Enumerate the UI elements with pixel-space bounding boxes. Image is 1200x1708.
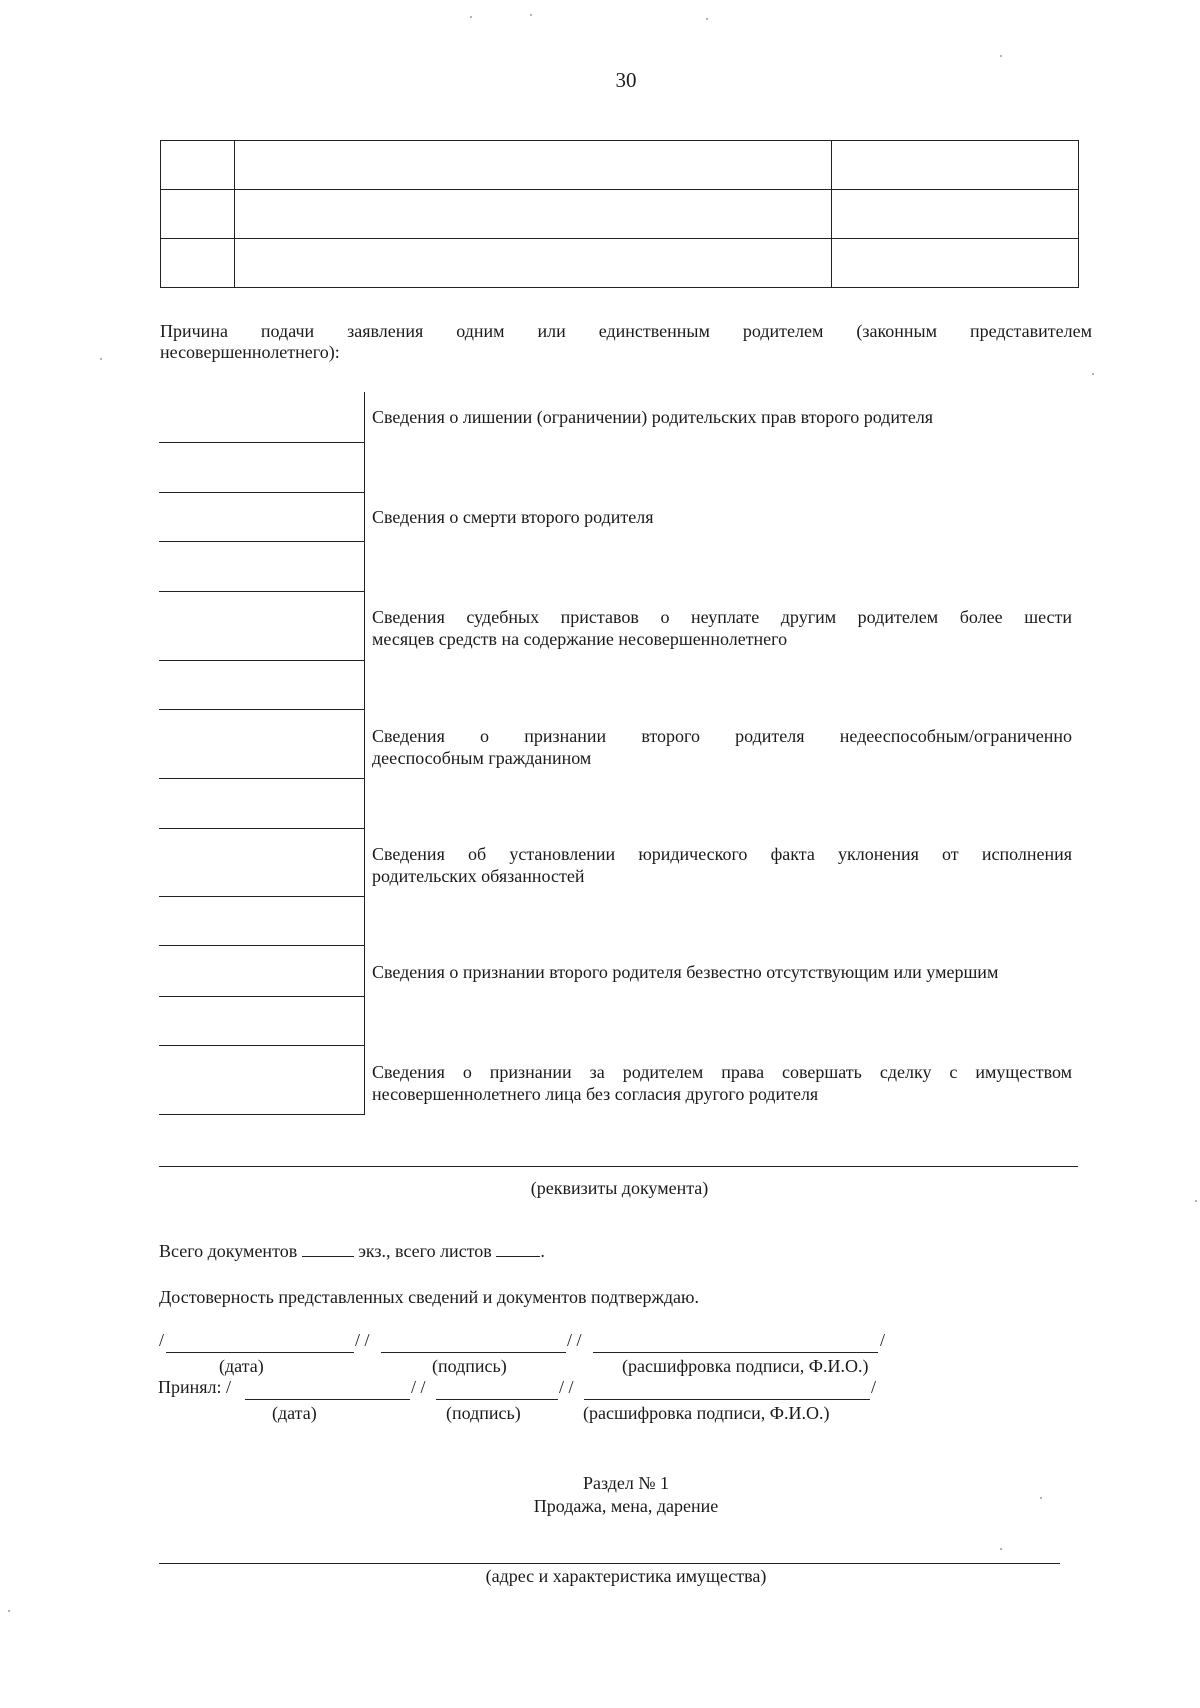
date-field[interactable] (245, 1399, 410, 1400)
property-line (159, 1563, 1060, 1564)
slash-mark: / (880, 1330, 886, 1350)
name-decode-caption: (расшифровка подписи, Ф.И.О.) (583, 1403, 830, 1423)
signature-caption: (подпись) (432, 1356, 507, 1376)
reason-item (372, 843, 1072, 887)
slash-mark: / (159, 1330, 165, 1350)
reason-item (372, 1061, 1072, 1105)
checkbox-line (159, 828, 364, 829)
checkbox-line (159, 442, 364, 443)
intro-word: родителем (742, 321, 824, 341)
checklist-divider (364, 392, 365, 1115)
checkbox-line (159, 660, 364, 661)
slash-mark: / / (355, 1330, 370, 1350)
reason-item-line: родительских обязанностей (372, 866, 585, 886)
docs-count-field[interactable] (302, 1240, 354, 1257)
requisites-line (159, 1166, 1078, 1167)
section-subtitle: Продажа, мена, дарение (533, 1496, 719, 1516)
reason-item-line: дееспособным гражданином (372, 748, 592, 768)
checkbox-line (159, 591, 364, 592)
slash-mark: / / (559, 1377, 574, 1397)
table-cell (235, 239, 832, 288)
reason-intro-line2: несовершеннолетнего): (160, 342, 340, 362)
reason-item-line: Сведения о признании за родителем права совершать сделку с имуществом (372, 1062, 1072, 1082)
date-caption: (дата) (219, 1356, 264, 1376)
page-number: 30 (615, 68, 637, 92)
slash-mark: / / (567, 1330, 582, 1350)
sheets-count-field[interactable] (496, 1240, 540, 1257)
date-caption: (дата) (272, 1403, 317, 1423)
reason-item-line: Сведения судебных приставов о неуплате другим родителем более шести (372, 607, 1072, 627)
intro-word: или (537, 321, 566, 341)
table-row (161, 141, 1079, 190)
reason-item (372, 606, 1072, 650)
date-field[interactable] (166, 1352, 354, 1353)
property-caption: (адрес и характеристика имущества) (485, 1566, 767, 1586)
table-cell (161, 141, 235, 190)
name-decode-caption: (расшифровка подписи, Ф.И.О.) (622, 1356, 869, 1376)
reason-item-line: Сведения о смерти второго родителя (372, 507, 654, 527)
slash-mark: / / (411, 1377, 426, 1397)
scan-speck (1092, 373, 1094, 375)
intro-word: Причина (160, 321, 228, 341)
intro-word: представителем (970, 321, 1092, 341)
intro-word: подачи (260, 321, 315, 341)
checkbox-line (159, 896, 364, 897)
checkbox-line (159, 945, 364, 946)
reason-item-line: месяцев средств на содержание несовершеннолетнего (372, 629, 788, 649)
reason-item (372, 406, 1072, 428)
reason-item (372, 506, 1072, 528)
confirm-text: Достоверность представленных сведений и документов подтверждаю. (159, 1287, 699, 1307)
table-row (161, 190, 1079, 239)
checkbox-line (159, 492, 364, 493)
reason-item-line: Сведения о признании второго родителя недееспособным/ограниченно (372, 726, 1072, 746)
checkbox-line (159, 1045, 364, 1046)
table-cell (832, 141, 1079, 190)
intro-word: заявления (347, 321, 424, 341)
table-cell (235, 190, 832, 239)
table-cell (235, 141, 832, 190)
checkbox-line (159, 1114, 364, 1115)
checkbox-line (159, 541, 364, 542)
intro-word: (законным (856, 321, 938, 341)
checkbox-line (159, 709, 364, 710)
signature-caption: (подпись) (446, 1403, 521, 1423)
reason-item-line: Сведения о лишении (ограничении) родительских прав второго родителя (372, 407, 934, 427)
scan-speck (1000, 55, 1002, 57)
signature-field[interactable] (436, 1399, 558, 1400)
totals-docs-label: Всего документов (159, 1241, 298, 1261)
checkbox-line (159, 778, 364, 779)
reason-item (372, 961, 1072, 983)
reason-item-line: Сведения об установлении юридического факта уклонения от исполнения (372, 844, 1072, 864)
scan-speck (1040, 1497, 1042, 1499)
intro-word: единственным (598, 321, 710, 341)
name-decode-field[interactable] (584, 1399, 870, 1400)
table-cell (832, 239, 1079, 288)
totals-line (159, 1240, 545, 1262)
table-cell (832, 190, 1079, 239)
table-row (161, 239, 1079, 288)
requisites-caption: (реквизиты документа) (530, 1178, 709, 1198)
reason-item (372, 725, 1072, 769)
scan-speck (1195, 1200, 1197, 1202)
top-table (160, 140, 1079, 288)
intro-word: одним (456, 321, 505, 341)
scan-speck (100, 358, 102, 360)
reason-intro-line1 (160, 321, 1092, 342)
scan-speck (530, 14, 532, 16)
checkbox-line (159, 996, 364, 997)
reason-intro (160, 321, 1092, 363)
scan-speck (706, 18, 708, 20)
accepted-label: Принял: / (158, 1377, 232, 1397)
table-cell (161, 239, 235, 288)
scan-speck (1000, 1548, 1002, 1550)
scan-speck (470, 16, 472, 18)
section-title: Раздел № 1 (582, 1473, 670, 1493)
scan-speck (8, 1610, 10, 1612)
reason-item-line: Сведения о признании второго родителя безвестно отсутствующим или умершим (372, 962, 999, 982)
totals-copies-label: экз., всего листов (358, 1241, 492, 1261)
table-cell (161, 190, 235, 239)
signature-field[interactable] (381, 1352, 566, 1353)
reason-item-line: несовершеннолетнего лица без согласия другого родителя (372, 1084, 819, 1104)
name-decode-field[interactable] (593, 1352, 878, 1353)
totals-end: . (540, 1241, 545, 1261)
slash-mark: / (871, 1377, 877, 1397)
